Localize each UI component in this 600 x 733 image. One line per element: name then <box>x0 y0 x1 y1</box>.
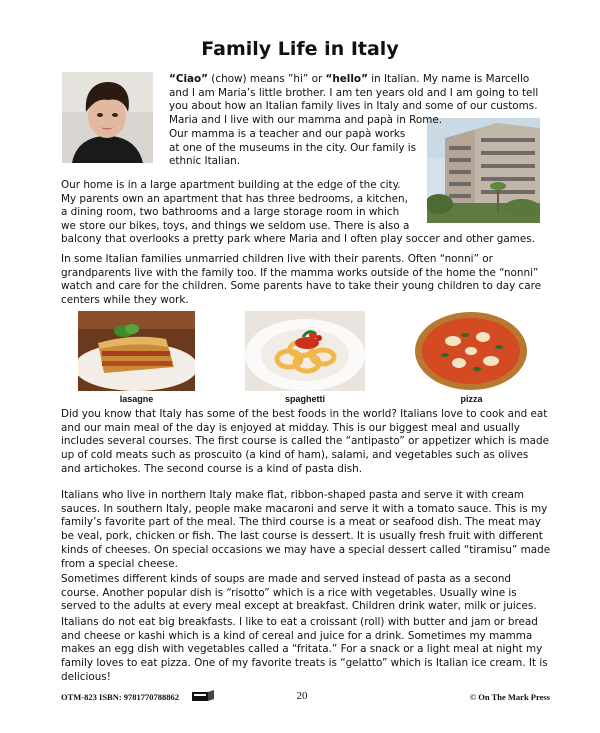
soups-paragraph: Sometimes different kinds of soups are made and served instead of pasta as a second course. Another popular dish is “risotto” which is a rice with vegetables. Usually wine is served to the adults at every meal except at breakfast. Children drink water, milk or juices. <box>61 573 537 613</box>
spaghetti-photo <box>245 311 365 391</box>
apartment-building-photo <box>427 118 540 223</box>
book-icon <box>191 688 215 702</box>
food-paragraph: Did you know that Italy has some of the best foods in the world? Italians love to cook and eat and our main meal of the day is enjoyed at midday. This is our biggest meal and usually includes several courses. The first course is called the “antipasto” or appetizer which is made up of cold meats such as proscuito (a kind of ham), salami, and vegetables such as olives and artichokes. The second course is a kind of pasta dish. <box>61 408 550 475</box>
ciao-word: “Ciao” <box>169 73 208 85</box>
pizza-photo <box>413 311 530 391</box>
intro-text-2: in Italian. My name is Marcello and I am Maria’s little brother. I am ten years old and I am going to tell you about how an Italian family lives in Italy and some of our customs. Maria and I live with our mamma and papà in Rome. <box>169 73 539 127</box>
intro-paragraph <box>169 73 542 128</box>
pizza-caption: pizza <box>460 394 483 404</box>
page-number: 20 <box>296 690 308 702</box>
family-paragraph: In some Italian families unmarried children live with their parents. Often “nonni” or grandparents live with the family too. If the mamma works outside of the home the “nonni” watch and care for the children. Some parents have to take their young children to day care centers while they work. <box>61 253 542 307</box>
footer-isbn: OTM-823 ISBN: 9781770788862 <box>61 692 180 702</box>
breakfast-paragraph: Italians do not eat big breakfasts. I like to eat a croissant (roll) with butter and jam or bread and cheese or kashi which is a kind of cereal and juice for a drink. Sometimes my mamma makes an egg dish with vegetables called a “fritata.” For a snack or a light meal at night my family loves to eat pizza. One of my favorite treats is “gelatto” which is Italian ice cream. It is delicious! <box>61 616 548 683</box>
spaghetti-caption: spaghetti <box>284 394 325 404</box>
page-title: Family Life in Italy <box>201 38 399 60</box>
lasagne-caption: lasagne <box>119 394 154 404</box>
home-paragraph-continued: balcony that overlooks a pretty park where Maria and I often play soccer and other games. <box>61 233 536 245</box>
lasagne-photo <box>78 311 195 391</box>
intro-paragraph-continued: Our mamma is a teacher and our papà works at one of the museums in the city. Our family is ethnic Italian. <box>169 128 417 168</box>
boy-portrait-photo <box>62 72 153 163</box>
home-paragraph: Our home is in a large apartment building at the edge of the city. My parents own an apartment that has three bedrooms, a kitchen, a dining room, two bathrooms and a large storage room in which we store our bikes, toys, and things we seldom use. There is also a <box>61 179 410 233</box>
intro-text-1: (chow) means ”hi” or <box>208 73 326 85</box>
hello-word: “hello” <box>325 73 368 85</box>
pasta-paragraph: Italians who live in northern Italy make flat, ribbon-shaped pasta and serve it with cream sauces. In southern Italy, people make macaroni and serve it with a tomato sauce. This is my family’s favorite part of the meal. The third course is a meat or seafood dish. The meat may be veal, pork, chicken or fish. The last course is dessert. It is usually fresh fruit with different kinds of cheeses. On special occasions we may have a special dessert called “tiramisu” made from a special cheese. <box>61 489 551 570</box>
footer-publisher: © On The Mark Press <box>469 692 550 702</box>
